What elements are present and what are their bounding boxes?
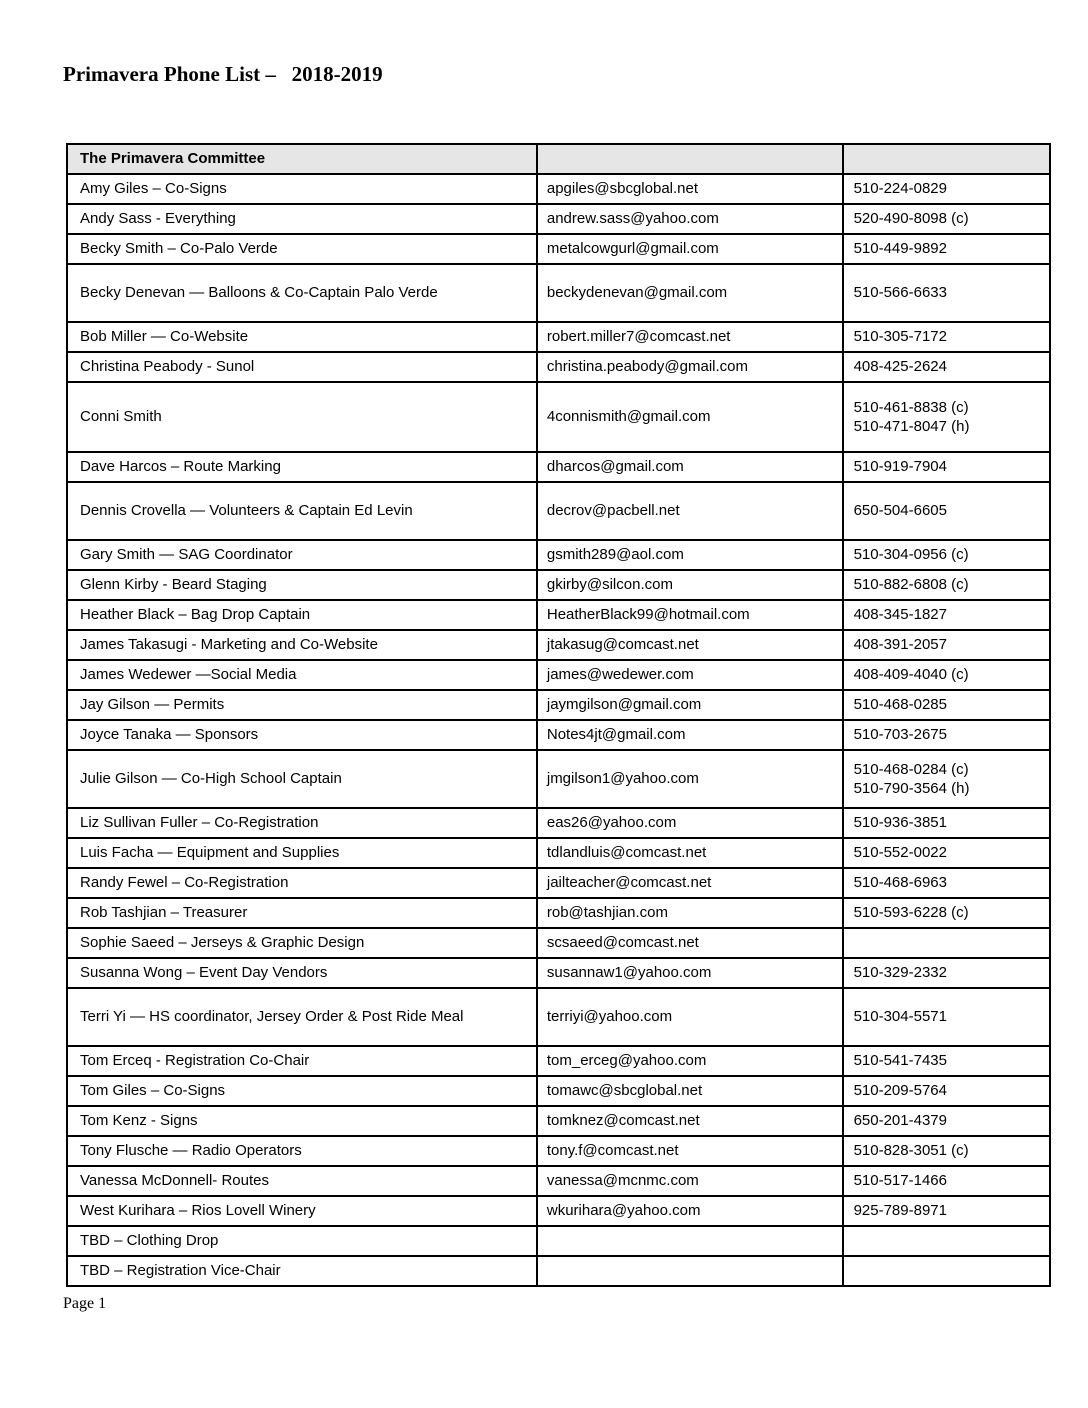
phone-line: 510-468-0284 (c) [853,760,969,778]
table-row [67,630,1050,660]
member-email-cell: apgiles@sbcglobal.net [537,174,843,204]
member-name-cell: Gary Smith — SAG Coordinator [67,540,537,570]
member-phone-cell [843,868,1050,898]
member-email-cell: jailteacher@comcast.net [537,868,843,898]
table-row [67,1046,1050,1076]
member-email-cell: gsmith289@aol.com [537,540,843,570]
table-row [67,1076,1050,1106]
phone-line: 510-919-7904 [853,458,947,476]
member-email-cell: decrov@pacbell.net [537,482,843,540]
table-row [67,264,1050,322]
member-phone-cell [843,570,1050,600]
member-phone-cell [843,174,1050,204]
table-row [67,750,1050,808]
member-email-cell: gkirby@silcon.com [537,570,843,600]
table-section-header: The Primavera Committee [67,144,537,174]
phone-line: 510-304-0956 (c) [853,546,969,564]
member-name-cell: Glenn Kirby - Beard Staging [67,570,537,600]
member-name-cell: Tom Giles – Co-Signs [67,1076,537,1106]
phone-line: 510-936-3851 [853,814,947,832]
phone-line: 408-345-1827 [853,606,947,624]
table-row [67,690,1050,720]
member-email-cell: terriyi@yahoo.com [537,988,843,1046]
member-email-cell: eas26@yahoo.com [537,808,843,838]
member-name-cell: Andy Sass - Everything [67,204,537,234]
table-row [67,838,1050,868]
member-name-cell: Jay Gilson — Permits [67,690,537,720]
member-phone-cell [843,928,1050,958]
member-email-cell: beckydenevan@gmail.com [537,264,843,322]
table-row [67,352,1050,382]
table-row [67,204,1050,234]
member-email-cell: Notes4jt@gmail.com [537,720,843,750]
member-email-cell: rob@tashjian.com [537,898,843,928]
phone-line: 510-552-0022 [853,844,947,862]
phone-line: 510-224-0829 [853,180,947,198]
member-phone-cell [843,204,1050,234]
phone-line: 510-566-6633 [853,284,947,302]
phone-line: 510-882-6808 (c) [853,576,969,594]
phone-line: 520-490-8098 (c) [853,210,969,228]
member-name-cell: Randy Fewel – Co-Registration [67,868,537,898]
member-name-cell: Amy Giles – Co-Signs [67,174,537,204]
member-phone-cell [843,690,1050,720]
member-email-cell: vanessa@mcnmc.com [537,1166,843,1196]
table-row [67,1256,1050,1286]
member-name-cell: TBD – Clothing Drop [67,1226,537,1256]
phone-line: 510-449-9892 [853,240,947,258]
member-email-cell [537,1256,843,1286]
member-email-cell: christina.peabody@gmail.com [537,352,843,382]
member-email-cell: susannaw1@yahoo.com [537,958,843,988]
phone-line: 510-329-2332 [853,964,947,982]
member-phone-cell [843,322,1050,352]
member-name-cell: Tony Flusche — Radio Operators [67,1136,537,1166]
member-email-cell: jtakasug@comcast.net [537,630,843,660]
table-row [67,600,1050,630]
member-phone-cell [843,1256,1050,1286]
member-name-cell: Julie Gilson — Co-High School Captain [67,750,537,808]
member-name-cell: Vanessa McDonnell- Routes [67,1166,537,1196]
table-header-email-cell [537,144,843,174]
member-name-cell: James Takasugi - Marketing and Co-Website [67,630,537,660]
phone-line: 510-468-0285 [853,696,947,714]
member-name-cell: TBD – Registration Vice-Chair [67,1256,537,1286]
member-phone-cell [843,958,1050,988]
member-email-cell: tomknez@comcast.net [537,1106,843,1136]
member-phone-cell [843,1196,1050,1226]
phone-line: 510-541-7435 [853,1052,947,1070]
phone-line: 510-703-2675 [853,726,947,744]
member-email-cell: wkurihara@yahoo.com [537,1196,843,1226]
phone-line: 510-471-8047 (h) [853,418,970,435]
table-row [67,1106,1050,1136]
table-row [67,898,1050,928]
committee-table-body [67,144,1050,1286]
table-header-row [67,144,1050,174]
member-name-cell: Becky Smith – Co-Palo Verde [67,234,537,264]
member-name-cell: Becky Denevan — Balloons & Co-Captain Palo Verde [67,264,537,322]
table-row [67,570,1050,600]
member-name-cell: Dave Harcos – Route Marking [67,452,537,482]
member-phone-cell [843,988,1050,1046]
phone-line: 650-201-4379 [853,1112,947,1130]
member-phone-cell [843,660,1050,690]
table-row [67,808,1050,838]
table-row [67,868,1050,898]
member-email-cell: jaymgilson@gmail.com [537,690,843,720]
member-email-cell [537,1226,843,1256]
phone-line: 510-209-5764 [853,1082,947,1100]
phone-line: 510-828-3051 (c) [853,1142,969,1160]
member-phone-cell [843,1136,1050,1166]
page-title: Primavera Phone List – 2018-2019 [63,62,383,86]
member-name-cell: Joyce Tanaka — Sponsors [67,720,537,750]
member-name-cell: Conni Smith [67,382,537,452]
phone-line: 925-789-8971 [853,1202,947,1220]
member-phone-cell [843,838,1050,868]
member-phone-cell [843,482,1050,540]
member-name-cell: Heather Black – Bag Drop Captain [67,600,537,630]
member-phone-cell [843,1046,1050,1076]
table-row [67,322,1050,352]
member-phone-cell [843,898,1050,928]
table-row [67,1226,1050,1256]
member-email-cell: HeatherBlack99@hotmail.com [537,600,843,630]
member-name-cell: Sophie Saeed – Jerseys & Graphic Design [67,928,537,958]
member-email-cell: james@wedewer.com [537,660,843,690]
member-name-cell: Dennis Crovella — Volunteers & Captain Ed Levin [67,482,537,540]
table-row [67,174,1050,204]
member-phone-cell [843,264,1050,322]
member-email-cell: dharcos@gmail.com [537,452,843,482]
phone-line: 510-790-3564 (h) [853,780,970,797]
member-name-cell: James Wedewer —Social Media [67,660,537,690]
member-name-cell: Luis Facha — Equipment and Supplies [67,838,537,868]
member-email-cell: tony.f@comcast.net [537,1136,843,1166]
member-email-cell: jmgilson1@yahoo.com [537,750,843,808]
table-row [67,1136,1050,1166]
member-email-cell: robert.miller7@comcast.net [537,322,843,352]
member-email-cell: tomawc@sbcglobal.net [537,1076,843,1106]
table-row [67,988,1050,1046]
page-number: Page 1 [63,1295,107,1312]
table-header-phone-cell [843,144,1050,174]
table-row [67,720,1050,750]
phone-line: 510-304-5571 [853,1008,947,1026]
table-row [67,1166,1050,1196]
member-phone-cell [843,750,1050,808]
member-name-cell: Christina Peabody - Sunol [67,352,537,382]
phone-line: 408-391-2057 [853,636,947,654]
member-phone-cell [843,630,1050,660]
member-phone-cell [843,234,1050,264]
phone-line: 510-468-6963 [853,874,947,892]
member-phone-cell [843,352,1050,382]
committee-phone-table [66,143,1051,1287]
member-phone-cell [843,720,1050,750]
phone-line: 510-517-1466 [853,1172,947,1190]
member-name-cell: Susanna Wong – Event Day Vendors [67,958,537,988]
member-email-cell: tom_erceg@yahoo.com [537,1046,843,1076]
member-name-cell: Terri Yi — HS coordinator, Jersey Order & Post Ride Meal [67,988,537,1046]
member-phone-cell [843,808,1050,838]
phone-line: 510-305-7172 [853,328,947,346]
table-row [67,928,1050,958]
table-row [67,540,1050,570]
member-email-cell: andrew.sass@yahoo.com [537,204,843,234]
phone-line: 408-409-4040 (c) [853,666,969,684]
member-email-cell: scsaeed@comcast.net [537,928,843,958]
phone-line: 510-461-8838 (c) [853,398,969,416]
member-email-cell: 4connismith@gmail.com [537,382,843,452]
member-name-cell: Rob Tashjian – Treasurer [67,898,537,928]
member-phone-cell [843,540,1050,570]
member-phone-cell [843,382,1050,452]
phone-line: 650-504-6605 [853,502,947,520]
table-row [67,382,1050,452]
table-row [67,958,1050,988]
member-name-cell: Tom Erceq - Registration Co-Chair [67,1046,537,1076]
member-name-cell: Tom Kenz - Signs [67,1106,537,1136]
member-phone-cell [843,452,1050,482]
table-row [67,1196,1050,1226]
member-phone-cell [843,1106,1050,1136]
member-phone-cell [843,1226,1050,1256]
member-phone-cell [843,600,1050,630]
member-email-cell: metalcowgurl@gmail.com [537,234,843,264]
table-row [67,234,1050,264]
member-name-cell: Bob Miller — Co-Website [67,322,537,352]
member-phone-cell [843,1076,1050,1106]
table-row [67,452,1050,482]
phone-line: 408-425-2624 [853,358,947,376]
phone-line: 510-593-6228 (c) [853,904,969,922]
table-row [67,660,1050,690]
member-email-cell: tdlandluis@comcast.net [537,838,843,868]
table-row [67,482,1050,540]
member-phone-cell [843,1166,1050,1196]
member-name-cell: Liz Sullivan Fuller – Co-Registration [67,808,537,838]
member-name-cell: West Kurihara – Rios Lovell Winery [67,1196,537,1226]
